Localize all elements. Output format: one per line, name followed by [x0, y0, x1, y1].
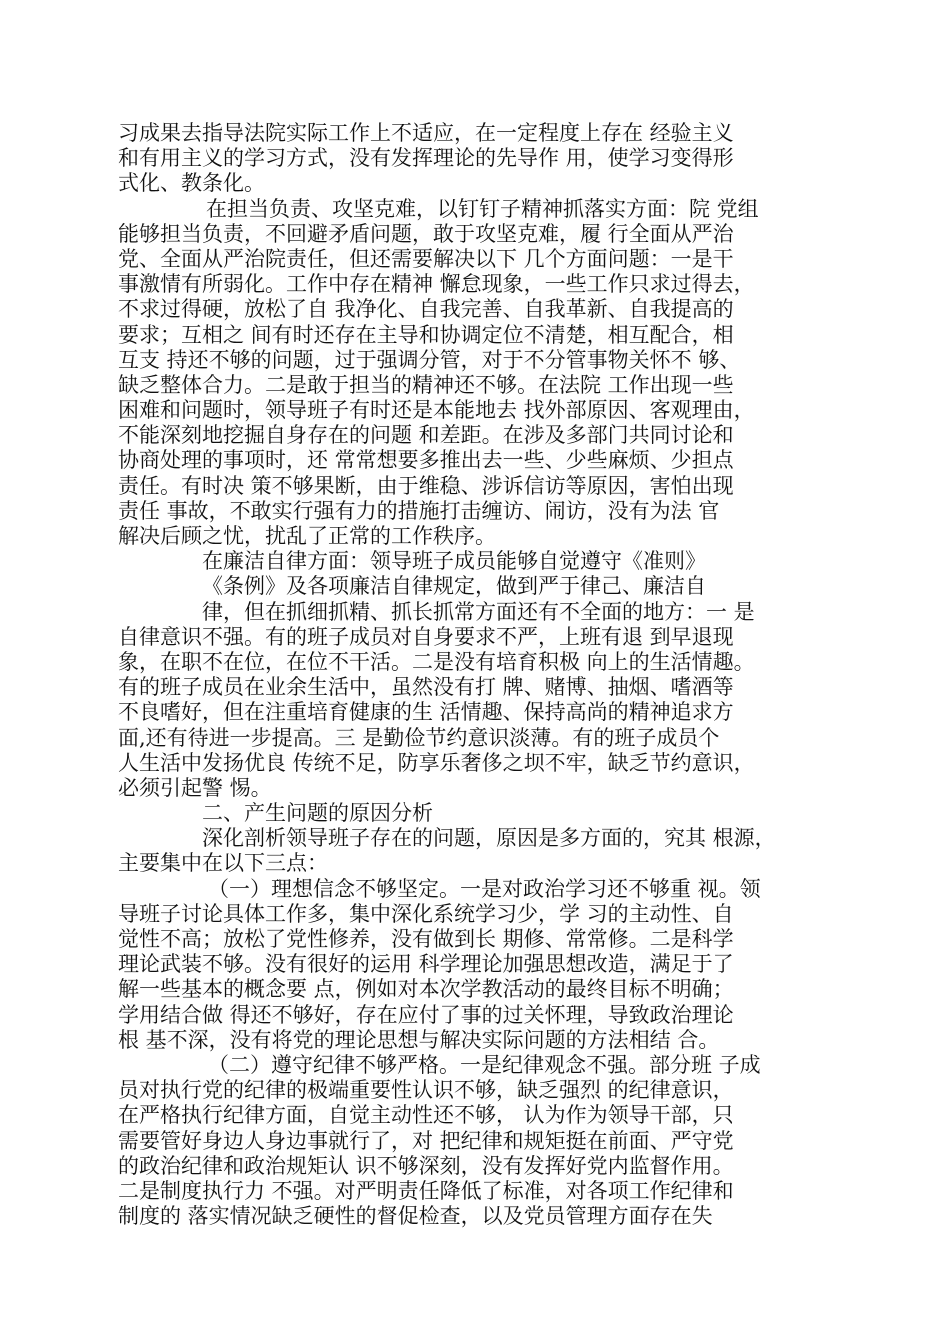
text-line: （一）理想信念不够坚定。一是对政治学习还不够重 视。领: [208, 876, 761, 901]
text-line: （二）遵守纪律不够严格。一是纪律观念不强。部分班 子成: [208, 1052, 761, 1077]
text-line: 制度的 落实情况缺乏硬性的督促检查，以及党员管理方面存在失: [118, 1204, 713, 1229]
text-line: 主要集中在以下三点：: [118, 851, 328, 876]
text-line: 律，但在抓细抓精、抓长抓常方面还有不全面的地方：一 是: [202, 599, 755, 624]
text-line: 党、全面从严治院责任，但还需要解决以下 几个方面问题：一是干: [118, 246, 734, 271]
text-line: 理论武装不够。没有很好的运用 科学理论加强思想改造，满足于了: [118, 952, 734, 977]
text-line: 《条例》及各项廉洁自律规定，做到严于律己、廉洁自: [202, 574, 706, 599]
text-line: 在廉洁自律方面：领导班子成员能够自觉遵守《准则》: [202, 549, 706, 574]
text-line: 不求过得硬，放松了自 我净化、自我完善、自我革新、自我提高的: [118, 297, 734, 322]
text-line: 解决后顾之忧，扰乱了正常的工作秩序。: [118, 524, 496, 548]
text-line: 必须引起警 惕。: [118, 775, 272, 800]
text-line: 责任 事故，不敢实行强有力的措施打击缠访、闹访，没有为法 官: [118, 498, 720, 523]
text-line: 习成果去指导法院实际工作上不适应，在一定程度上存在 经验主义: [118, 121, 734, 145]
text-line: 能够担当负责，不回避矛盾问题，敢于攻坚克难，履 行全面从严治: [118, 221, 734, 246]
text-line: 二是制度执行力 不强。对严明责任降低了标准，对各项工作纪律和: [118, 1178, 734, 1203]
text-line: 要求；互相之 间有时还存在主导和协调定位不清楚，相互配合，相: [118, 322, 734, 347]
text-line: 的政治纪律和政治规矩认 识不够深刻，没有发挥好党内监督作用。: [118, 1153, 734, 1178]
text-line: 不能深刻地挖掘自身存在的问题 和差距。在涉及多部门共同讨论和: [118, 423, 734, 448]
text-line: 互支 持还不够的问题，过于强调分管，对于不分管事物关怀不 够、: [118, 347, 741, 372]
text-line: 面,还有待进一步提高。三 是勤俭节约意识淡薄。有的班子成员个: [118, 725, 720, 750]
text-line: 缺乏整体合力。二是敢于担当的精神还不够。在法院 工作出现一些: [118, 372, 734, 397]
body-text: [118, 121, 838, 1229]
text-line: 自律意识不强。有的班子成员对自身要求不严，上班有退 到早退现: [118, 624, 734, 649]
text-line: 协商处理的事项时，还 常常想要多推出去一些、少些麻烦、少担点: [118, 448, 734, 473]
text-line: 导班子讨论具体工作多，集中深化系统学习少，学 习的主动性、自: [118, 901, 734, 926]
text-line: 人生活中发扬优良 传统不足，防享乐奢侈之坝不牢，缺乏节约意识，: [118, 750, 755, 775]
text-line: 根 基不深，没有将党的理论思想与解决实际问题的方法相结 合。: [118, 1027, 720, 1052]
text-line: 事激情有所弱化。工作中存在精神 懈怠现象，一些工作只求过得去，: [118, 272, 755, 297]
text-line: 和有用主义的学习方式，没有发挥理论的先导作 用，使学习变得形: [118, 146, 734, 171]
text-line: 在严格执行纪律方面，自觉主动性还不够， 认为作为领导干部，只: [118, 1103, 734, 1128]
text-line: 困难和问题时，领导班子有时还是本能地去 找外部原因、客观理由，: [118, 398, 755, 423]
text-line: 深化剖析领导班子存在的问题，原因是多方面的，究其 根源，: [202, 826, 776, 851]
text-line: 学用结合做 得还不够好，存在应付了事的过关怀理，导致政治理论: [118, 1002, 734, 1027]
text-line: 需要管好身边人身边事就行了，对 把纪律和规矩挺在前面、严守党: [118, 1128, 734, 1153]
text-line: 在担当负责、攻坚克难，以钉钉子精神抓落实方面：院 党组: [206, 196, 759, 221]
text-line: 觉性不高；放松了党性修养，没有做到长 期修、常常修。二是科学: [118, 927, 734, 951]
text-line: 员对执行党的纪律的极端重要性认识不够，缺乏强烈 的纪律意识，: [118, 1078, 734, 1103]
text-line: 二、产生问题的原因分析: [202, 801, 433, 826]
text-line: 解一些基本的概念要 点，例如对本次学教活动的最终目标不明确；: [118, 977, 734, 1002]
text-line: 式化、教条化。: [118, 171, 265, 196]
text-line: 有的班子成员在业余生活中，虽然没有打 牌、赌博、抽烟、嗜酒等: [118, 675, 734, 700]
text-line: 责任。有时决 策不够果断，由于维稳、涉诉信访等原因，害怕出现: [118, 473, 734, 498]
text-line: 不良嗜好，但在注重培育健康的生 活情趣、保持高尚的精神追求方: [118, 700, 734, 725]
text-line: 象，在职不在位，在位不干活。二是没有培育积极 向上的生活情趣。: [118, 649, 755, 674]
